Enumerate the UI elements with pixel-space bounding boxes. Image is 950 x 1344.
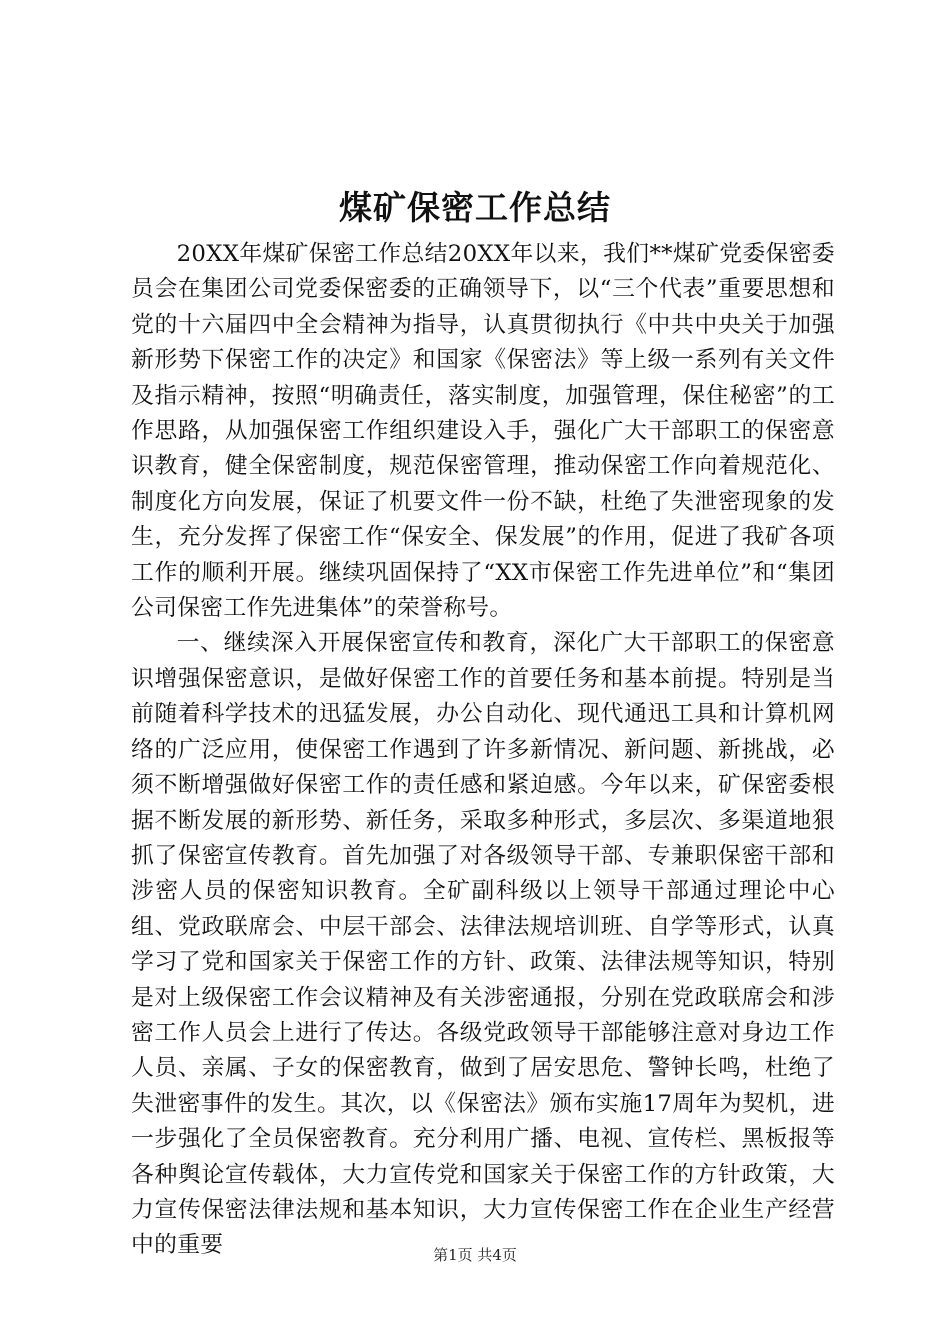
paragraph-section-one: 一、继续深入开展保密宣传和教育，深化广大干部职工的保密意识增强保密意识，是做好保密工作的首要任务和基本前提。特别是当前随着科学技术的迅猛发展，办公自动化、现代通迅工具和计算机网络的广泛应用，使保密工作遇到了许多新情况、新问题、新挑战，必须不断增强做好保密工作的责任感和紧迫感。今年以来，矿保密委根据不断发展的新形势、新任务，采取多种形式，多层次、多渠道地狠抓了保密宣传教育。首先加强了对各级领导干部、专兼职保密干部和涉密人员的保密知识教育。全矿副科级以上领导干部通过理论中心组、党政联席会、中层干部会、法律法规培训班、自学等形式，认真学习了党和国家关于保密工作的方针、政策、法律法规等知识，特别是对上级保密工作会议精神及有关涉密通报，分别在党政联席会和涉密工作人员会上进行了传达。各级党政领导干部能够注意对身边工作人员、亲属、子女的保密教育，做到了居安思危、警钟长鸣，杜绝了失泄密事件的发生。其次，以《保密法》颁布实施17周年为契机，进一步强化了全员保密教育。充分利用广播、电视、宣传栏、黑板报等各种舆论宣传载体，大力宣传党和国家关于保密工作的方针政策，大力宣传保密法律法规和基本知识，大力宣传保密工作在企业生产经营中的重要 bbox=[131, 630, 835, 1259]
document-title: 煤矿保密工作总结 bbox=[339, 188, 611, 227]
page-number: 第1页 共4页 bbox=[433, 1246, 517, 1264]
paragraph-intro: 20XX年煤矿保密工作总结20XX年以来，我们**煤矿党委保密委员会在集团公司党委保密委的正确领导下，以“三个代表”重要思想和党的十六届四中全会精神为指导，认真贯彻执行《中共中央关于加强新形势下保密工作的决定》和国家《保密法》等上级一系列有关文件及指示精神，按照“明确责任，落实制度，加强管理，保住秘密”的工作思路，从加强保密工作组织建设入手，强化广大干部职工的保密意识教育，健全保密制度，规范保密管理，推动保密工作向着规范化、制度化方向发展，保证了机要文件一份不缺，杜绝了失泄密现象的发生，充分发挥了保密工作“保安全、保发展”的作用，促进了我矿各项工作的顺利开展。继续巩固保持了“XX市保密工作先进单位”和“集团公司保密工作先进集体”的荣誉称号。 bbox=[131, 241, 835, 622]
document-body bbox=[131, 237, 835, 1264]
